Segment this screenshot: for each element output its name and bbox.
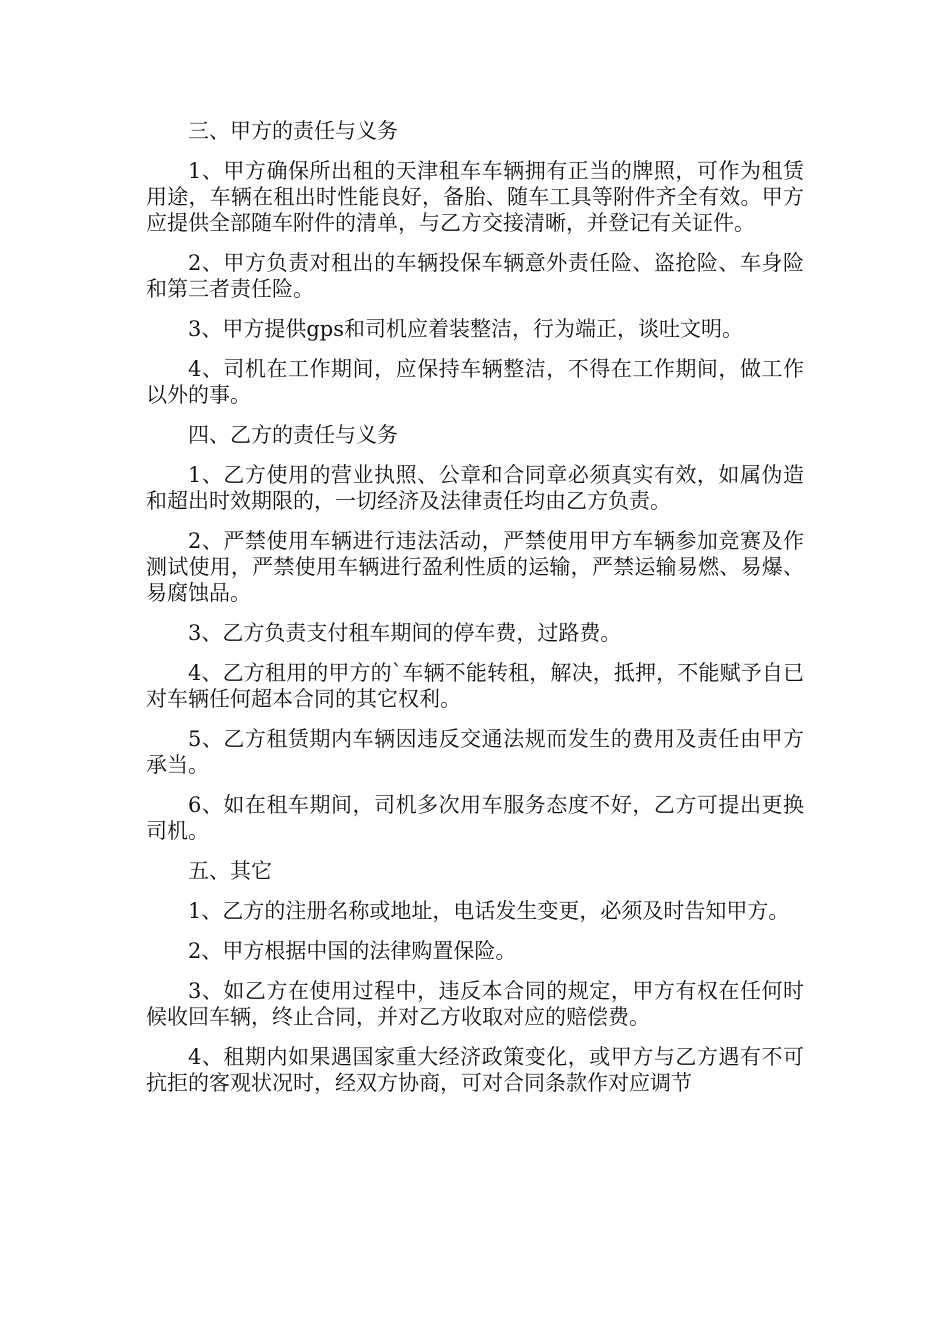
- paragraph: 3、甲方提供gps和司机应着装整洁，行为端正，谈吐文明。: [188, 317, 744, 341]
- paragraph: 6、如在租车期间，司机多次用车服务态度不好，乙方可提出更换司机。: [146, 793, 804, 843]
- document-body: [146, 118, 804, 1110]
- paragraph: 4、租期内如果遇国家重大经济政策变化，或甲方与乙方遇有不可抗拒的客观状况时，经双方协商，可对合同条款作对应调节: [146, 1045, 804, 1095]
- paragraph: 1、甲方确保所出租的天津租车车辆拥有正当的牌照，可作为租赁用途，车辆在租出时性能良好，备胎、随车工具等附件齐全有效。甲方应提供全部随车附件的清单，与乙方交接清晰，并登记有关证件。: [146, 159, 804, 235]
- paragraph: 4、乙方租用的甲方的`车辆不能转租，解决，抵押，不能赋予自已对车辆任何超本合同的其它权利。: [146, 661, 804, 711]
- section-heading-3: 三、甲方的责任与义务: [188, 119, 398, 143]
- paragraph: 3、乙方负责支付租车期间的停车费，过路费。: [188, 621, 622, 645]
- section-heading-5: 五、其它: [188, 859, 272, 883]
- paragraph: 1、乙方使用的营业执照、公章和合同章必须真实有效，如属伪造和超出时效期限的，一切经济及法律责任均由乙方负责。: [146, 463, 804, 513]
- paragraph: 2、甲方根据中国的法律购置保险。: [188, 939, 517, 963]
- paragraph: 2、严禁使用车辆进行违法活动，严禁使用甲方车辆参加竞赛及作测试使用，严禁使用车辆进行盈利性质的运输，严禁运输易燃、易爆、易腐蚀品。: [146, 529, 804, 605]
- paragraph: 2、甲方负责对租出的车辆投保车辆意外责任险、盗抢险、车身险和第三者责任险。: [146, 251, 804, 301]
- paragraph: 5、乙方租赁期内车辆因违反交通法规而发生的费用及责任由甲方承当。: [146, 727, 804, 777]
- paragraph: 4、司机在工作期间，应保持车辆整洁，不得在工作期间，做工作以外的事。: [146, 357, 804, 407]
- paragraph: 1、乙方的注册名称或地址，电话发生变更，必须及时告知甲方。: [188, 899, 790, 923]
- section-heading-4: 四、乙方的责任与义务: [188, 423, 398, 447]
- paragraph: 3、如乙方在使用过程中，违反本合同的规定，甲方有权在任何时候收回车辆，终止合同，并对乙方收取对应的赔偿费。: [146, 979, 804, 1029]
